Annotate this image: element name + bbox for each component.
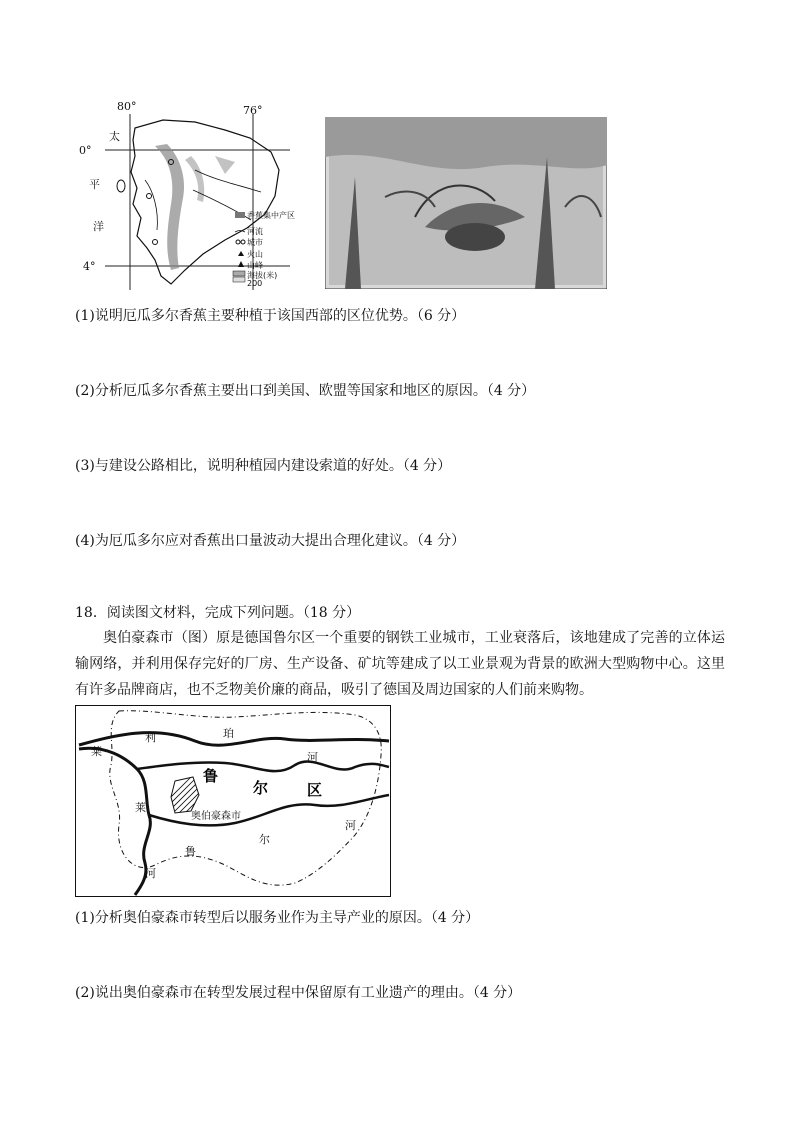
ruhr-map-river-char-1: 莱 [91,745,102,758]
legend-elevation: 海拔(米) [247,271,278,280]
banana-plantation-photo [325,117,607,289]
q18-paragraph: 奥伯豪森市（图）原是德国鲁尔区一个重要的钢铁工业城市，工业衰落后，该地建成了完善的立体运输网络，并利用保存完好的厂房、生产设备、矿坑等建成了以工业景观为背景的欧洲大型购物中心。这里有许多品牌商店，也不乏物美价廉的商品，吸引了德国及周边国家的人们前来购物。 [75,630,725,698]
ruhr-map-river-char-4: 河 [307,751,318,764]
legend-city: 城市 [247,238,263,247]
ocean-char-2: 平 [89,178,100,191]
lon-76-label: 76° [243,104,263,117]
legend-peak: 山峰 [247,261,263,270]
ruhr-map-river-char-6: 河 [145,867,156,880]
q17-part-3: (3)与建设公路相比，说明种植园内建设索道的好处。（4 分） [75,458,452,474]
ruhr-map [75,705,391,897]
legend-banana-area: 香蕉集中产区 [247,211,295,220]
ruhr-map-river-char-3: 珀 [223,727,234,740]
q17-part-1: (1)说明厄瓜多尔香蕉主要种植于该国西部的区位优势。（6 分） [75,308,466,324]
ocean-char-3: 洋 [93,220,104,233]
ocean-char-1: 太 [109,130,120,143]
ruhr-char-2: 尔 [253,779,269,797]
ruhr-map-river-char-2: 利 [145,731,156,744]
ruhr-map-river-char-7: 鲁 [185,845,196,858]
ecuador-outline [131,120,279,284]
q18-part-2: (2)说出奥伯豪森市在转型发展过程中保留原有工业遗产的理由。（4 分） [75,985,522,1001]
lat-0-label: 0° [79,144,92,157]
q18-heading: 18．阅读图文材料，完成下列问题。（18 分） [75,605,361,621]
q17-part-2: (2)分析厄瓜多尔香蕉主要出口到美国、欧盟等国家和地区的原因。（4 分） [75,383,536,399]
oberhausen-city-label: 奥伯豪森市 [191,811,241,822]
lat-4-label: 4° [83,260,96,273]
q17-part-4: (4)为厄瓜多尔应对香蕉出口量波动大提出合理化建议。（4 分） [75,533,466,549]
lon-80-label: 80° [117,100,137,113]
legend-elevation-value: 200 [247,279,263,288]
legend-volcano: 火山 [247,250,263,259]
ruhr-map-river-char-9: 河 [345,819,356,832]
map-legend [233,210,295,288]
ruhr-map-river-char-8: 尔 [259,833,270,846]
ruhr-char-1: 鲁 [203,767,219,785]
ecuador-map [75,100,300,290]
ruhr-map-river-char-5: 莱 [135,801,146,814]
legend-river: 河流 [247,227,263,236]
q18-part-1: (1)分析奥伯豪森市转型后以服务业作为主导产业的原因。（4 分） [75,910,480,926]
ruhr-char-3: 区 [307,781,323,799]
